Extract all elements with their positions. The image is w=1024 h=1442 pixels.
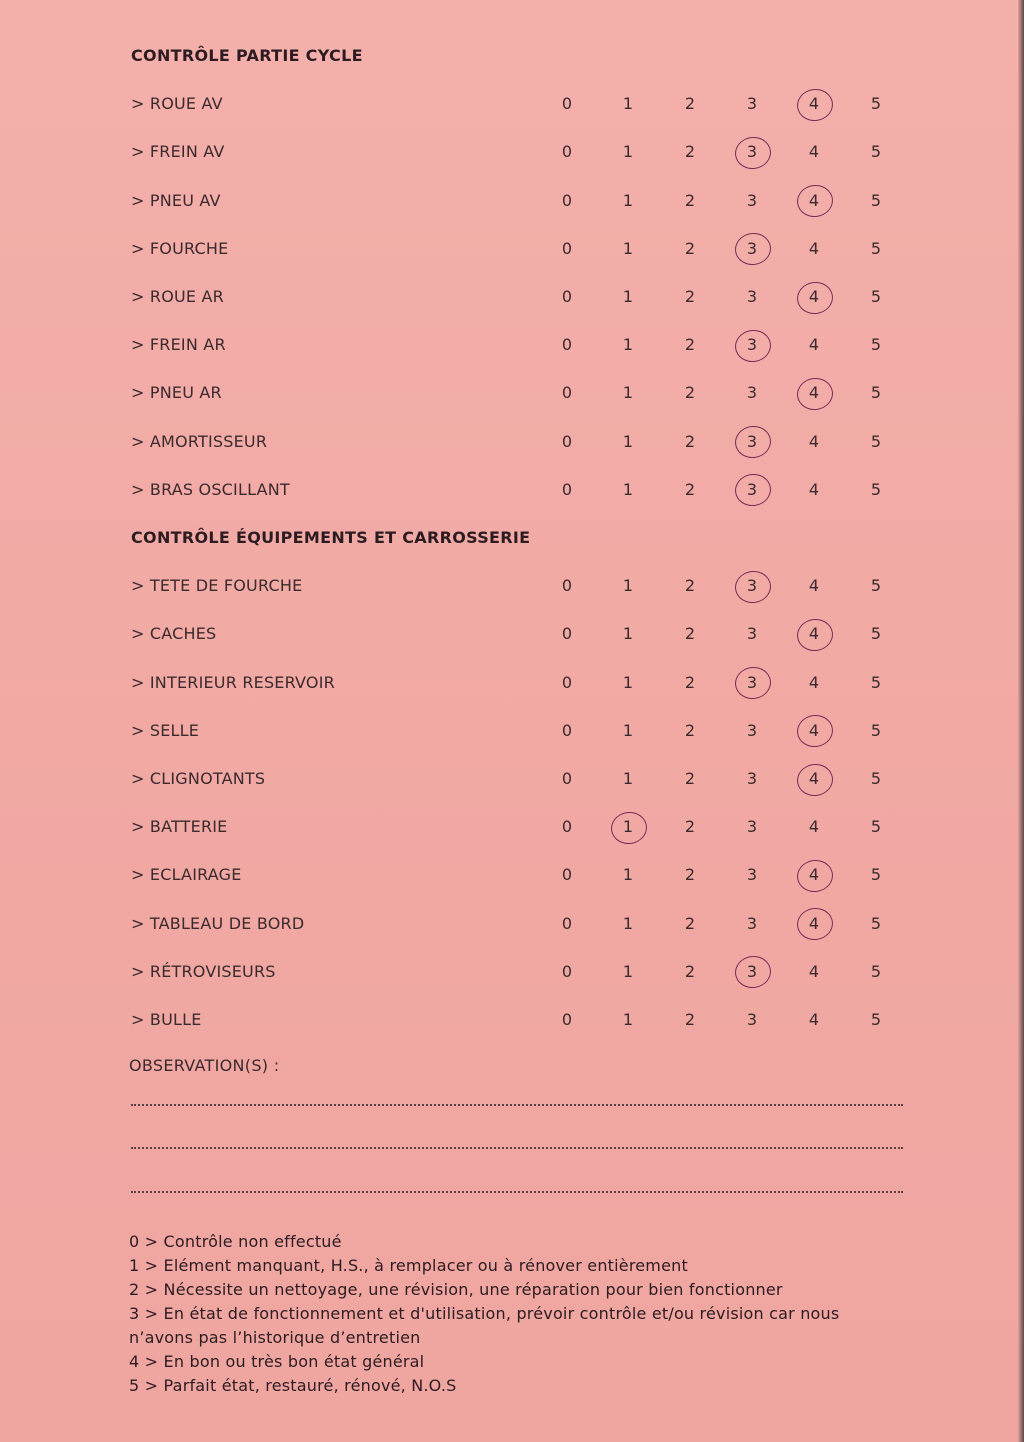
rating-option-1[interactable]: 1 [622,335,634,355]
rating-option-0[interactable]: 0 [561,913,573,933]
inspection-row [0,717,1024,747]
rating-option-1[interactable]: 1 [622,1010,634,1029]
rating-option-5[interactable]: 5 [870,190,882,210]
rating-option-4[interactable]: 4 [808,238,820,258]
inspection-row [0,572,1024,602]
rating-option-5[interactable]: 5 [870,1010,882,1029]
rating-option-5[interactable]: 5 [870,479,882,499]
inspection-item-label: > CACHES [131,624,217,644]
inspection-item-label: > FREIN AR [131,335,226,355]
rating-option-1[interactable]: 1 [622,865,634,885]
legend-line-3-cont: n’avons pas l’historique d’entretien [129,1328,421,1347]
rating-option-4-selected[interactable]: 4 [794,287,834,306]
inspection-item-label: > INTERIEUR RESERVOIR [131,672,335,692]
rating-option-0[interactable]: 0 [561,1010,573,1029]
rating-option-4[interactable]: 4 [808,672,820,692]
rating-option-0[interactable]: 0 [561,190,573,210]
inspection-row [0,1006,1024,1036]
rating-option-0[interactable]: 0 [561,961,573,981]
inspection-item-label: > ROUE AV [131,94,223,114]
rating-option-1[interactable]: 1 [622,238,634,258]
rating-option-3-selected[interactable]: 3 [732,335,772,354]
rating-option-2[interactable]: 2 [684,287,696,306]
rating-option-2[interactable]: 2 [684,190,696,210]
inspection-item-label: > RÉTROVISEURS [131,961,276,981]
rating-option-5[interactable]: 5 [870,335,882,355]
rating-option-2[interactable]: 2 [684,913,696,933]
rating-option-4-selected[interactable]: 4 [794,914,834,933]
observation-line-3[interactable] [131,1191,903,1193]
inspection-item-label: > ECLAIRAGE [131,865,242,885]
inspection-row [0,910,1024,940]
rating-legend [129,1230,899,1398]
rating-option-1[interactable]: 1 [622,576,634,596]
rating-option-2[interactable]: 2 [684,431,696,451]
inspection-item-label: > TETE DE FOURCHE [131,576,303,596]
legend-line-3: 3 > En état de fonctionnement et d'utilisation, prévoir contrôle et/ou révision car nous [129,1304,840,1323]
inspection-row [0,861,1024,891]
rating-option-0[interactable]: 0 [561,865,573,885]
rating-option-4-selected[interactable]: 4 [794,865,834,884]
inspection-row [0,958,1024,988]
rating-option-2[interactable]: 2 [684,94,696,114]
inspection-item-label: > TABLEAU DE BORD [131,913,305,933]
rating-option-2[interactable]: 2 [684,961,696,981]
rating-option-2[interactable]: 2 [684,576,696,596]
rating-option-3[interactable]: 3 [746,94,758,114]
rating-option-4-selected[interactable]: 4 [794,94,834,113]
inspection-row [0,283,1024,313]
rating-option-3[interactable]: 3 [746,817,758,837]
inspection-row [0,620,1024,650]
rating-option-3[interactable]: 3 [746,624,758,644]
inspection-item-label: > PNEU AR [131,383,222,403]
rating-option-5[interactable]: 5 [870,238,882,258]
inspection-row [0,187,1024,217]
rating-option-4[interactable]: 4 [808,1010,820,1029]
observations-label: OBSERVATION(S) : [129,1056,280,1075]
section-title: CONTRÔLE ÉQUIPEMENTS ET CARROSSERIE [131,528,531,547]
rating-option-5[interactable]: 5 [870,769,882,788]
rating-option-5[interactable]: 5 [870,383,882,403]
rating-option-1[interactable]: 1 [622,431,634,451]
inspection-row [0,235,1024,265]
rating-option-1[interactable]: 1 [622,624,634,644]
rating-option-4-selected[interactable]: 4 [794,721,834,740]
rating-option-3[interactable]: 3 [746,865,758,885]
rating-option-1[interactable]: 1 [622,720,634,740]
rating-option-2[interactable]: 2 [684,383,696,403]
rating-option-1-selected[interactable]: 1 [608,817,648,836]
rating-option-3-selected[interactable]: 3 [732,576,772,595]
rating-option-2[interactable]: 2 [684,142,696,162]
rating-option-0[interactable]: 0 [561,672,573,692]
inspection-row [0,428,1024,458]
rating-option-3[interactable]: 3 [746,1010,758,1029]
rating-option-4-selected[interactable]: 4 [794,383,834,402]
rating-option-5[interactable]: 5 [870,865,882,885]
rating-option-1[interactable]: 1 [622,94,634,114]
inspection-row [0,476,1024,506]
rating-option-1[interactable]: 1 [622,961,634,981]
rating-option-5[interactable]: 5 [870,720,882,740]
rating-option-4[interactable]: 4 [808,961,820,981]
rating-option-0[interactable]: 0 [561,238,573,258]
rating-option-5[interactable]: 5 [870,431,882,451]
rating-option-4-selected[interactable]: 4 [794,624,834,643]
rating-option-2[interactable]: 2 [684,238,696,258]
rating-option-1[interactable]: 1 [622,142,634,162]
rating-option-0[interactable]: 0 [561,287,573,306]
rating-option-5[interactable]: 5 [870,576,882,596]
rating-option-0[interactable]: 0 [561,94,573,114]
legend-line-1: 1 > Elément manquant, H.S., à remplacer ou à rénover entièrement [129,1256,688,1275]
inspection-row [0,669,1024,699]
rating-option-2[interactable]: 2 [684,624,696,644]
rating-option-3[interactable]: 3 [746,913,758,933]
inspection-item-label: > BRAS OSCILLANT [131,479,290,499]
rating-option-4[interactable]: 4 [808,142,820,162]
rating-option-3-selected[interactable]: 3 [732,142,772,161]
inspection-item-label: > ROUE AR [131,287,224,306]
observation-line-1[interactable] [131,1104,903,1106]
rating-option-3-selected[interactable]: 3 [732,480,772,499]
rating-option-4-selected[interactable]: 4 [794,769,834,788]
rating-option-1[interactable]: 1 [622,672,634,692]
rating-option-3[interactable]: 3 [746,190,758,210]
rating-option-1[interactable]: 1 [622,769,634,788]
rating-option-3-selected[interactable]: 3 [732,673,772,692]
inspection-row [0,765,1024,795]
rating-option-0[interactable]: 0 [561,383,573,403]
rating-option-2[interactable]: 2 [684,1010,696,1029]
inspection-item-label: > BATTERIE [131,817,228,837]
rating-option-3-selected[interactable]: 3 [732,432,772,451]
rating-option-2[interactable]: 2 [684,865,696,885]
rating-option-3-selected[interactable]: 3 [732,239,772,258]
rating-option-2[interactable]: 2 [684,769,696,788]
rating-option-0[interactable]: 0 [561,624,573,644]
legend-line-4: 4 > En bon ou très bon état général [129,1352,425,1371]
section-title: CONTRÔLE PARTIE CYCLE [131,46,363,65]
rating-option-5[interactable]: 5 [870,961,882,981]
rating-option-1[interactable]: 1 [622,383,634,403]
rating-option-4[interactable]: 4 [808,479,820,499]
rating-option-0[interactable]: 0 [561,769,573,788]
rating-option-5[interactable]: 5 [870,913,882,933]
rating-option-5[interactable]: 5 [870,94,882,114]
rating-option-5[interactable]: 5 [870,817,882,837]
rating-option-2[interactable]: 2 [684,672,696,692]
rating-option-3[interactable]: 3 [746,769,758,788]
rating-option-3-selected[interactable]: 3 [732,962,772,981]
rating-option-0[interactable]: 0 [561,720,573,740]
rating-option-2[interactable]: 2 [684,335,696,355]
rating-option-0[interactable]: 0 [561,817,573,837]
inspection-row [0,331,1024,361]
inspection-item-label: > FREIN AV [131,142,225,162]
inspection-row [0,813,1024,843]
legend-line-0: 0 > Contrôle non effectué [129,1232,342,1251]
rating-option-0[interactable]: 0 [561,479,573,499]
rating-option-5[interactable]: 5 [870,624,882,644]
inspection-row [0,379,1024,409]
rating-option-4[interactable]: 4 [808,335,820,355]
rating-option-2[interactable]: 2 [684,479,696,499]
rating-option-5[interactable]: 5 [870,142,882,162]
inspection-row [0,90,1024,120]
rating-option-3[interactable]: 3 [746,383,758,403]
observation-line-2[interactable] [131,1147,903,1149]
rating-option-5[interactable]: 5 [870,672,882,692]
rating-option-1[interactable]: 1 [622,479,634,499]
rating-option-4[interactable]: 4 [808,576,820,596]
rating-option-0[interactable]: 0 [561,431,573,451]
rating-option-3[interactable]: 3 [746,720,758,740]
rating-option-1[interactable]: 1 [622,190,634,210]
inspection-item-label: > PNEU AV [131,190,221,210]
rating-option-2[interactable]: 2 [684,817,696,837]
rating-option-2[interactable]: 2 [684,720,696,740]
rating-option-0[interactable]: 0 [561,335,573,355]
rating-option-1[interactable]: 1 [622,287,634,306]
inspection-row [0,138,1024,168]
rating-option-3[interactable]: 3 [746,287,758,306]
legend-line-2: 2 > Nécessite un nettoyage, une révision, une réparation pour bien fonctionner [129,1280,783,1299]
legend-line-5: 5 > Parfait état, restauré, rénové, N.O.S [129,1376,457,1395]
inspection-item-label: > FOURCHE [131,238,229,258]
inspection-item-label: > BULLE [131,1010,202,1029]
rating-option-5[interactable]: 5 [870,287,882,306]
rating-option-4[interactable]: 4 [808,431,820,451]
inspection-item-label: > CLIGNOTANTS [131,769,266,788]
rating-option-4-selected[interactable]: 4 [794,191,834,210]
rating-option-0[interactable]: 0 [561,142,573,162]
inspection-item-label: > AMORTISSEUR [131,431,268,451]
rating-option-0[interactable]: 0 [561,576,573,596]
rating-option-4[interactable]: 4 [808,817,820,837]
inspection-item-label: > SELLE [131,720,200,740]
rating-option-1[interactable]: 1 [622,913,634,933]
